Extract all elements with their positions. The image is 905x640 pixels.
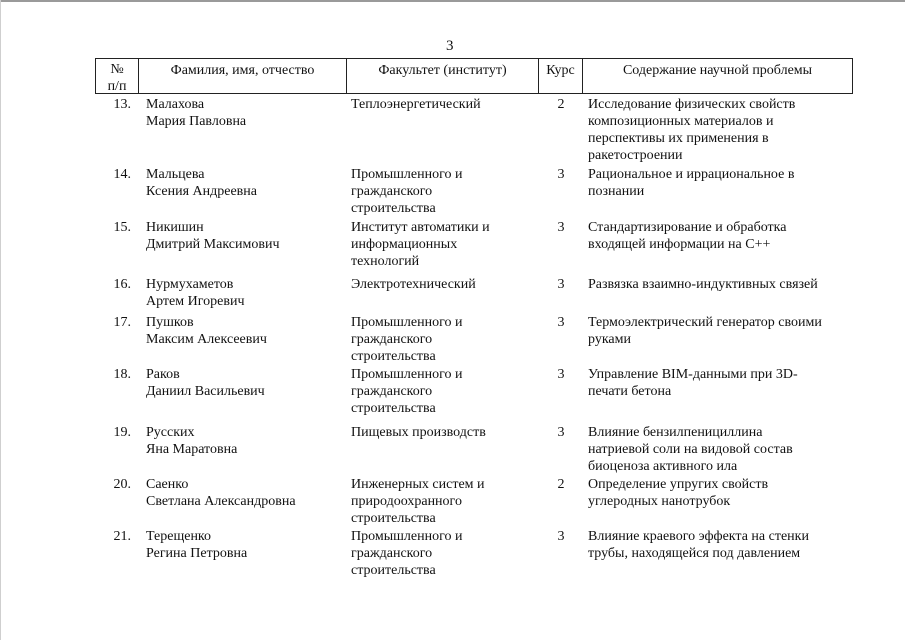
student-given-names: Ксения Андреевна bbox=[146, 184, 257, 199]
student-given-names: Светлана Александровна bbox=[146, 494, 296, 509]
student-name bbox=[146, 96, 341, 130]
header-faculty bbox=[346, 59, 538, 93]
faculty-line: Пищевых производств bbox=[351, 425, 486, 440]
topic-line: печати бетона bbox=[588, 384, 672, 399]
student-given-names: Дмитрий Максимович bbox=[146, 237, 280, 252]
research-topic bbox=[588, 366, 850, 400]
research-topic bbox=[588, 276, 850, 293]
research-topic bbox=[588, 528, 850, 562]
row-number: 17. bbox=[113, 315, 131, 330]
student-surname: Раков bbox=[146, 367, 180, 382]
student-name bbox=[146, 314, 341, 348]
header-name-label: Фамилия, имя, отчество bbox=[170, 63, 315, 78]
faculty bbox=[351, 314, 541, 365]
faculty-line: Промышленного и bbox=[351, 167, 463, 182]
faculty bbox=[351, 276, 541, 293]
faculty-line: гражданского bbox=[351, 546, 433, 561]
student-given-names: Даниил Васильевич bbox=[146, 384, 265, 399]
topic-line: познании bbox=[588, 184, 645, 199]
topic-line: Стандартизирование и обработка bbox=[588, 220, 787, 235]
course: 2 bbox=[557, 97, 565, 112]
topic-line: Влияние краевого эффекта на стенки bbox=[588, 529, 809, 544]
research-topic bbox=[588, 219, 850, 253]
header-course bbox=[538, 59, 582, 93]
topic-line: Управление BIM-данными при 3D- bbox=[588, 367, 798, 382]
topic-line: композиционных материалов и bbox=[588, 114, 774, 129]
faculty bbox=[351, 424, 541, 441]
header-topic-label: Содержание научной проблемы bbox=[622, 63, 813, 78]
topic-line: Влияние бензилпенициллина bbox=[588, 425, 763, 440]
faculty-line: природоохранного bbox=[351, 494, 462, 509]
student-name bbox=[146, 276, 341, 310]
faculty bbox=[351, 366, 541, 417]
topic-line: натриевой соли на видовой состав bbox=[588, 442, 793, 457]
faculty-line: гражданского bbox=[351, 332, 433, 347]
faculty-line: Промышленного и bbox=[351, 367, 463, 382]
topic-line: Термоэлектрический генератор своими bbox=[588, 315, 822, 330]
topic-line: углеродных нанотрубок bbox=[588, 494, 731, 509]
header-course-label: Курс bbox=[546, 63, 575, 78]
header-faculty-label: Факультет (институт) bbox=[378, 63, 507, 78]
student-name bbox=[146, 528, 341, 562]
student-surname: Терещенко bbox=[146, 529, 212, 544]
faculty bbox=[351, 96, 541, 113]
scan-edge-left bbox=[0, 0, 1, 640]
course: 3 bbox=[557, 167, 565, 182]
research-topic bbox=[588, 96, 850, 164]
student-given-names: Регина Петровна bbox=[146, 546, 248, 561]
topic-line: перспективы их применения в bbox=[588, 131, 769, 146]
student-name bbox=[146, 476, 341, 510]
header-num bbox=[96, 59, 138, 93]
row-number: 16. bbox=[113, 277, 131, 292]
research-topic bbox=[588, 166, 850, 200]
faculty bbox=[351, 476, 541, 527]
topic-line: Определение упругих свойств bbox=[588, 477, 769, 492]
student-surname: Пушков bbox=[146, 315, 194, 330]
student-given-names: Яна Маратовна bbox=[146, 442, 238, 457]
faculty-line: строительства bbox=[351, 349, 436, 364]
research-topic bbox=[588, 476, 850, 510]
topic-line: трубы, находящейся под давлением bbox=[588, 546, 801, 561]
student-given-names: Мария Павловна bbox=[146, 114, 247, 129]
header-name bbox=[138, 59, 346, 93]
row-number: 15. bbox=[113, 220, 131, 235]
topic-line: ракетостроении bbox=[588, 148, 683, 163]
faculty-line: Промышленного и bbox=[351, 315, 463, 330]
topic-line: руками bbox=[588, 332, 631, 347]
faculty-line: строительства bbox=[351, 563, 436, 578]
faculty-line: строительства bbox=[351, 201, 436, 216]
research-topic bbox=[588, 424, 850, 475]
faculty-line: технологий bbox=[351, 254, 420, 269]
faculty-line: Инженерных систем и bbox=[351, 477, 485, 492]
research-topic bbox=[588, 314, 850, 348]
faculty-line: информационных bbox=[351, 237, 458, 252]
student-surname: Саенко bbox=[146, 477, 189, 492]
student-surname: Малахова bbox=[146, 97, 205, 112]
page-number: 3 bbox=[446, 38, 454, 54]
course: 3 bbox=[557, 425, 565, 440]
faculty-line: гражданского bbox=[351, 184, 433, 199]
faculty bbox=[351, 166, 541, 217]
faculty-line: Институт автоматики и bbox=[351, 220, 490, 235]
row-number: 20. bbox=[113, 477, 131, 492]
course: 3 bbox=[557, 367, 565, 382]
scan-edge-top bbox=[0, 0, 905, 2]
student-name bbox=[146, 166, 341, 200]
row-number: 13. bbox=[113, 97, 131, 112]
student-given-names: Максим Алексеевич bbox=[146, 332, 267, 347]
row-number: 18. bbox=[113, 367, 131, 382]
topic-line: Исследование физических свойств bbox=[588, 97, 796, 112]
course: 2 bbox=[557, 477, 565, 492]
header-num-line1: № bbox=[110, 62, 124, 77]
header-topic bbox=[582, 59, 852, 93]
course: 3 bbox=[557, 529, 565, 544]
header-num-line2: п/п bbox=[107, 79, 127, 94]
topic-line: Рациональное и иррациональное в bbox=[588, 167, 795, 182]
faculty-line: гражданского bbox=[351, 384, 433, 399]
student-given-names: Артем Игоревич bbox=[146, 294, 245, 309]
table-header bbox=[95, 58, 853, 94]
faculty-line: строительства bbox=[351, 401, 436, 416]
topic-line: входящей информации на C++ bbox=[588, 237, 771, 252]
student-surname: Русских bbox=[146, 425, 195, 440]
student-surname: Нурмухаметов bbox=[146, 277, 234, 292]
student-name bbox=[146, 366, 341, 400]
topic-line: биоценоза активного ила bbox=[588, 459, 738, 474]
row-number: 19. bbox=[113, 425, 131, 440]
course: 3 bbox=[557, 315, 565, 330]
course: 3 bbox=[557, 277, 565, 292]
student-name bbox=[146, 424, 341, 458]
topic-line: Развязка взаимно-индуктивных связей bbox=[588, 277, 818, 292]
student-name bbox=[146, 219, 341, 253]
row-number: 21. bbox=[113, 529, 131, 544]
faculty-line: Промышленного и bbox=[351, 529, 463, 544]
faculty bbox=[351, 219, 541, 270]
student-surname: Мальцева bbox=[146, 167, 205, 182]
course: 3 bbox=[557, 220, 565, 235]
student-surname: Никишин bbox=[146, 220, 204, 235]
row-number: 14. bbox=[113, 167, 131, 182]
faculty-line: Электротехнический bbox=[351, 277, 476, 292]
faculty bbox=[351, 528, 541, 579]
faculty-line: Теплоэнергетический bbox=[351, 97, 481, 112]
faculty-line: строительства bbox=[351, 511, 436, 526]
